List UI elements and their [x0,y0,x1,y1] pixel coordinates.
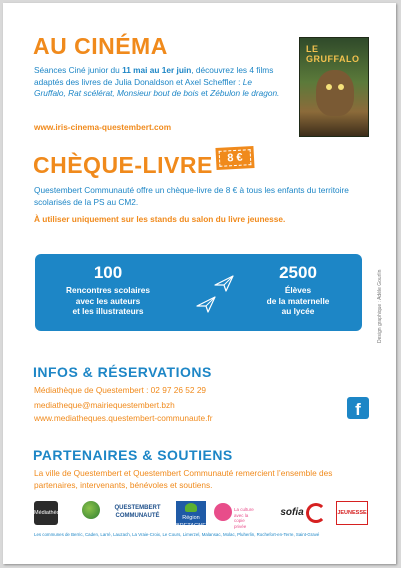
stats-panel [35,254,362,331]
gruffalo-figure [316,70,354,116]
stat-students-label-line: au lycée [281,306,315,316]
cinema-text-part: , découvrez les 4 films adaptés des livres de Julia Donaldson et Axel Scheffler : [34,65,274,87]
cinema-text-part: Séances Ciné junior du [34,65,123,75]
cinema-website-link[interactable]: www.iris-cinema-questembert.com [34,122,172,132]
questembert-city-logo [80,501,102,525]
region-bretagne-logo: Région BRETAGNE [176,501,206,525]
design-credit: Design graphique : Adèle Gourlin [377,269,383,343]
stat-meetings-label-line: avec les auteurs [75,295,141,306]
stat-students-number: 2500 [279,263,317,282]
gruffalo-eye [326,84,332,90]
stat-meetings [53,263,163,317]
paper-plane-icon [195,293,217,315]
copie-privee-emblem-icon [214,503,232,521]
communes-list: Les communes de Berric, Caden, Larré, Lauzach, La Vraie-Croix, Le Cours, Limerzel, Malansac, Molac, Pluherlin, Rochefort-en-Terre, Saint-Gravé [34,532,320,537]
stat-students-label-line: Élèves [284,285,312,295]
cinema-film-4: Zébulon le dragon. [210,88,280,98]
mediatheque-logo: Médiathèque [34,501,58,525]
sofia-logo: sofia [280,507,304,518]
stat-meetings-label-line: Rencontres scolaires [66,285,150,295]
flyer-page [3,3,396,564]
poster-title: LE GRUFFALO [306,44,360,64]
partners-thanks-text: La ville de Questembert et Questembert Communauté remercient l’ensemble des partenaires, intervenants, bénévoles et soutiens. [34,468,333,490]
cinema-dates: 11 mai au 1er juin [122,65,192,75]
jeunesse-logo: JEUNESSE [336,501,368,525]
cinema-films: Le Gruffalo, Rat scélérat, Monsieur bout de bois [34,76,253,98]
stat-students [243,263,353,317]
logo-text: La culture avec la copie privée [234,507,254,529]
gruffalo-poster-image [299,37,369,137]
stat-meetings-label-line: et les illustrateurs [72,306,144,316]
facebook-icon[interactable]: f [347,397,369,419]
logo-text: COMMUNAUTÉ [115,513,160,519]
paper-plane-icon [213,272,235,294]
logo-text: QUESTEMBERT [114,505,161,511]
mediatheque-website-link[interactable]: www.mediatheques.questembert-communaute.fr [34,413,213,423]
mediatheque-email-link[interactable]: mediatheque@mairiequestembert.bzh [34,400,175,410]
cheque-usage-note: À utiliser uniquement sur les stands du salon du livre jeunesse. [34,214,286,224]
copie-privee-logo [214,501,256,529]
questembert-communaute-logo [110,501,165,525]
stat-meetings-number: 100 [93,263,123,282]
mediatheque-phone: Médiathèque de Questembert : 02 97 26 52 29 [34,385,207,395]
cheque-livre-section-title: CHÈQUE-LIVRE [33,152,213,178]
cinema-description [34,65,284,100]
cheque-description: Questembert Communauté offre un chèque-livre de 8 € à tous les enfants du territoire scolarisés de la PS au CM2. [34,185,349,207]
partners-section-title: PARTENAIRES & SOUTIENS [33,447,233,463]
sofia-arc-icon [306,503,326,523]
stat-students-label-line: de la maternelle [266,295,330,306]
cheque-amount-badge: 8 € [215,146,254,170]
city-emblem-icon [82,501,100,519]
partner-logos [34,501,367,529]
cinema-section-title: AU CINÉMA [33,33,168,59]
infos-section-title: INFOS & RÉSERVATIONS [33,364,212,380]
cinema-text-part: et [198,88,211,98]
gruffalo-eye [338,84,344,90]
